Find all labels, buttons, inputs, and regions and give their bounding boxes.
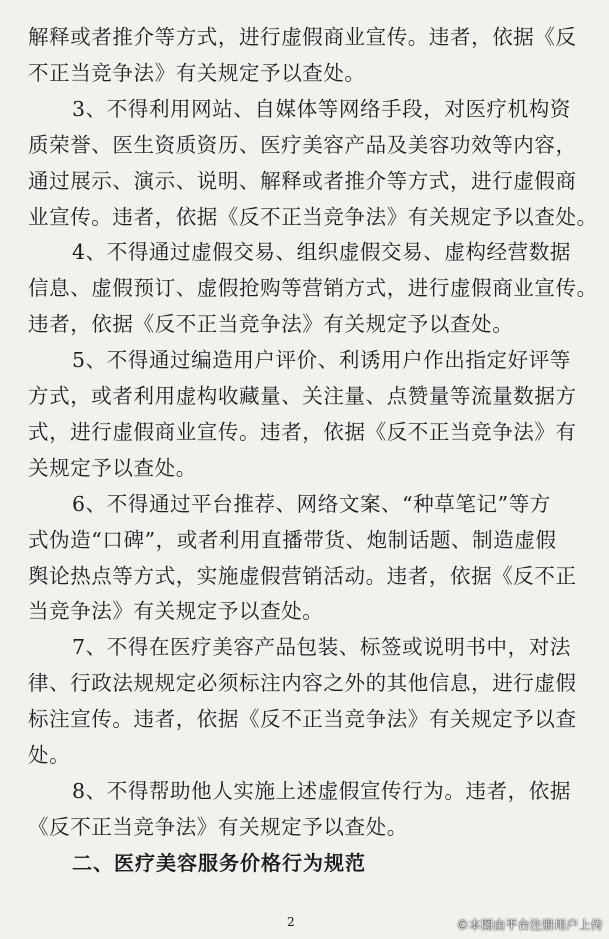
text-line: 处。 bbox=[28, 743, 71, 767]
text-line: 信息、虚假预订、虚假抢购等营销方式，进行虚假商业宣传。 bbox=[28, 276, 598, 301]
text-line: 不正当竞争法》有关规定予以查处。 bbox=[28, 60, 366, 85]
text-line: 方式，或者利用虚构收藏量、关注量、点赞量等流量数据方 bbox=[28, 384, 577, 408]
text-line: 关规定予以查处。 bbox=[28, 455, 197, 480]
text-line: 质荣誉、医生资质资历、医疗美容产品及美容功效等内容， bbox=[28, 132, 577, 157]
text-line: 舆论热点等方式，实施虚假营销活动。违者，依据《反不正 bbox=[28, 563, 577, 588]
text-line: 律、行政法规规定必须标注内容之外的其他信息，进行虚假 bbox=[28, 671, 577, 696]
text-line: 式伪造“口碑”，或者利用直播带货、炮制话题、制造虚假 bbox=[28, 527, 557, 552]
text-line: 《反不正当竞争法》有关规定予以查处。 bbox=[28, 814, 408, 839]
text-line: 通过展示、演示、说明、解释或者推介等方式，进行虚假商 bbox=[28, 168, 577, 193]
text-line: 解释或者推介等方式，进行虚假商业宣传。违者，依据《反 bbox=[28, 25, 577, 49]
page-number: 2 bbox=[287, 915, 295, 929]
text-line: 4、不得通过虚假交易、组织虚假交易、虚构经营数据 bbox=[72, 240, 571, 265]
text-line: 违者，依据《反不正当竞争法》有关规定予以查处。 bbox=[28, 312, 514, 337]
section-heading: 二、医疗美容服务价格行为规范 bbox=[72, 850, 366, 875]
text-line: 标注宣传。违者，依据《反不正当竞争法》有关规定予以查 bbox=[28, 707, 577, 732]
text-line: 6、不得通过平台推荐、网络文案、“种草笔记”等方 bbox=[72, 491, 551, 516]
text-line: 业宣传。违者，依据《反不正当竞争法》有关规定予以查处。 bbox=[28, 204, 598, 229]
text-line: 当竞争法》有关规定予以查处。 bbox=[28, 599, 324, 624]
text-line: 7、不得在医疗美容产品包装、标签或说明书中，对法 bbox=[72, 635, 571, 660]
text-line: 式，进行虚假商业宣传。违者，依据《反不正当竞争法》有 bbox=[28, 419, 577, 444]
text-line: 3、不得利用网站、自媒体等网络手段，对医疗机构资 bbox=[72, 96, 571, 121]
text-line: 5、不得通过编造用户评价、利诱用户作出指定好评等 bbox=[72, 348, 571, 373]
text-line: 8、不得帮助他人实施上述虚假宣传行为。违者，依据 bbox=[72, 778, 571, 803]
watermark-text: ©本图由平台注册用户上传 bbox=[456, 918, 603, 932]
